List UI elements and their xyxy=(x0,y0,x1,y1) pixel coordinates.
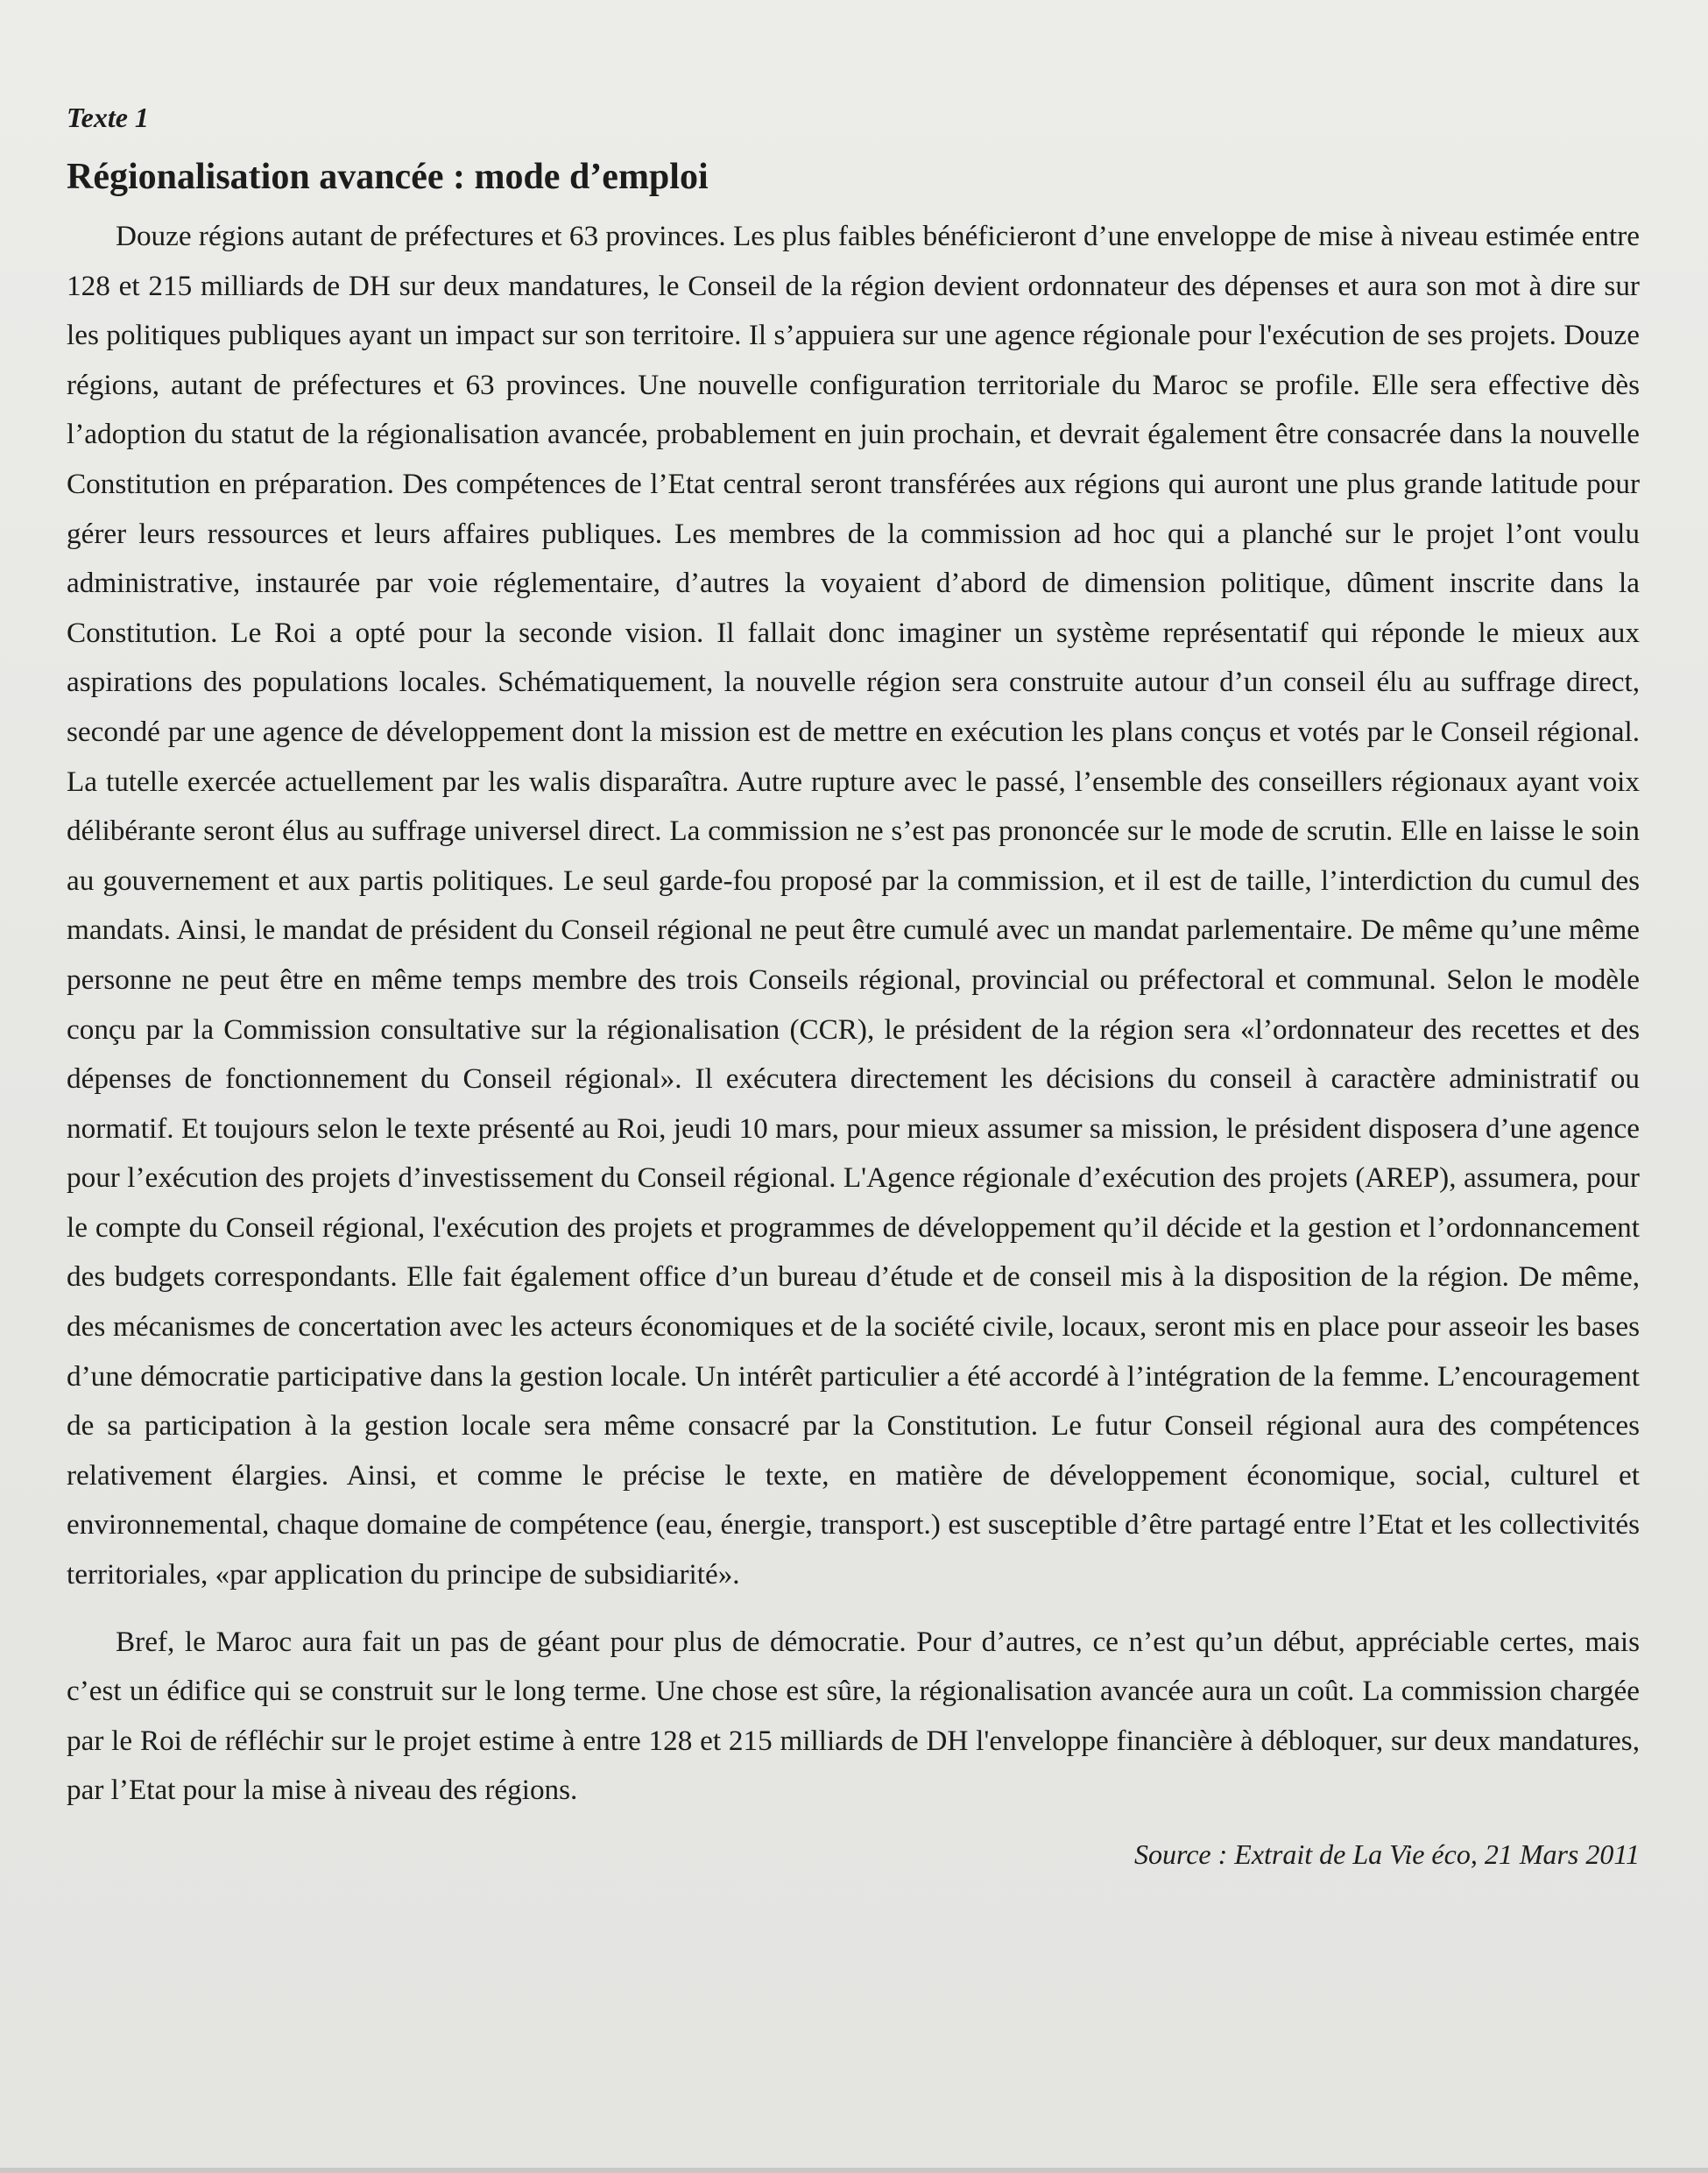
document-content xyxy=(67,98,1640,1873)
document-title: Régionalisation avancée : mode d’emploi xyxy=(67,157,709,197)
paragraph-2: Bref, le Maroc aura fait un pas de géant pour plus de démocratie. Pour d’autres, ce n’est qu’un début, appréciable certes, mais c’est un édifice qui se construit sur le long terme. Une chose est sûre, la régionalisation avancée aura un coût. La commission chargée par le Roi de réfléchir sur le projet estime à entre 128 et 215 milliards de DH l'enveloppe financière à débloquer, sur deux mandatures, par l’Etat pour la mise à niveau des régions. xyxy=(67,1625,1640,1807)
page-bottom-edge xyxy=(0,2168,1708,2173)
text-label: Texte 1 xyxy=(67,102,149,133)
source-citation: Source : Extrait de La Vie éco, 21 Mars 2011 xyxy=(1133,1838,1640,1870)
paragraph-1: Douze régions autant de préfectures et 63 provinces. Les plus faibles bénéficieront d’une enveloppe de mise à niveau estimée entre 128 et 215 milliards de DH sur deux mandatures, le Conseil de la région devient ordonnateur des dépenses et aura son mot à dire sur les politiques publiques ayant un impact sur son territoire. Il s’appuiera sur une agence régionale pour l'exécution de ses projets. Douze régions, autant de préfectures et 63 provinces. Une nouvelle configuration territoriale du Maroc se profile. Elle sera effective dès l’adoption du statut de la régionalisation avancée, probablement en juin prochain, et devrait également être consacrée dans la nouvelle Constitution en préparation. Des compétences de l’Etat central seront transférées aux régions qui auront une plus grande latitude pour gérer leurs ressources et leurs affaires publiques. Les membres de la commission ad hoc qui a planché sur le projet l’ont voulu administrative, instaurée par voie réglementaire, d’autres la voyaient d’abord de dimension politique, dûment inscrite dans la Constitution. Le Roi a opté pour la seconde vision. Il fallait donc imaginer un système représentatif qui réponde le mieux aux aspirations des populations locales. Schématiquement, la nouvelle région sera construite autour d’un conseil élu au suffrage direct, secondé par une agence de développement dont la mission est de mettre en exécution les plans conçus et votés par le Conseil régional. La tutelle exercée actuellement par les walis disparaîtra. Autre rupture avec le passé, l’ensemble des conseillers régionaux ayant voix délibérante seront élus au suffrage universel direct. La commission ne s’est pas prononcée sur le mode de scrutin. Elle en laisse le soin au gouvernement et aux partis politiques. Le seul garde-fou proposé par la commission, et il est de taille, l’interdiction du cumul des mandats. Ainsi, le mandat de président du Conseil régional ne peut être cumulé avec un mandat parlementaire. De même qu’une même personne ne peut être en même temps membre des trois Conseils régional, provincial ou préfectoral et communal. Selon le modèle conçu par la Commission consultative sur la régionalisation (CCR), le président de la région sera «l’ordonnateur des recettes et des dépenses de fonctionnement du Conseil régional». Il exécutera directement les décisions du conseil à caractère administratif ou normatif. Et toujours selon le texte présenté au Roi, jeudi 10 mars, pour mieux assumer sa mission, le président disposera d’une agence pour l’exécution des projets d’investissement du Conseil régional. L'Agence régionale d’exécution des projets (AREP), assumera, pour le compte du Conseil régional, l'exécution des projets et programmes de développement qu’il décide et la gestion et l’ordonnancement des budgets correspondants. Elle fait également office d’un bureau d’étude et de conseil mis à la disposition de la région. De même, des mécanismes de concertation avec les acteurs économiques et de la société civile, locaux, seront mis en place pour asseoir les bases d’une démocratie participative dans la gestion locale. Un intérêt particulier a été accordé à l’intégration de la femme. L’encouragement de sa participation à la gestion locale sera même consacré par la Constitution. Le futur Conseil régional aura des compétences relativement élargies. Ainsi, et comme le précise le texte, en matière de développement économique, social, culturel et environnemental, chaque domaine de compétence (eau, énergie, transport.) est susceptible d’être partagé entre l’Etat et les collectivités territoriales, «par application du principe de subsidiarité». xyxy=(67,220,1640,1591)
